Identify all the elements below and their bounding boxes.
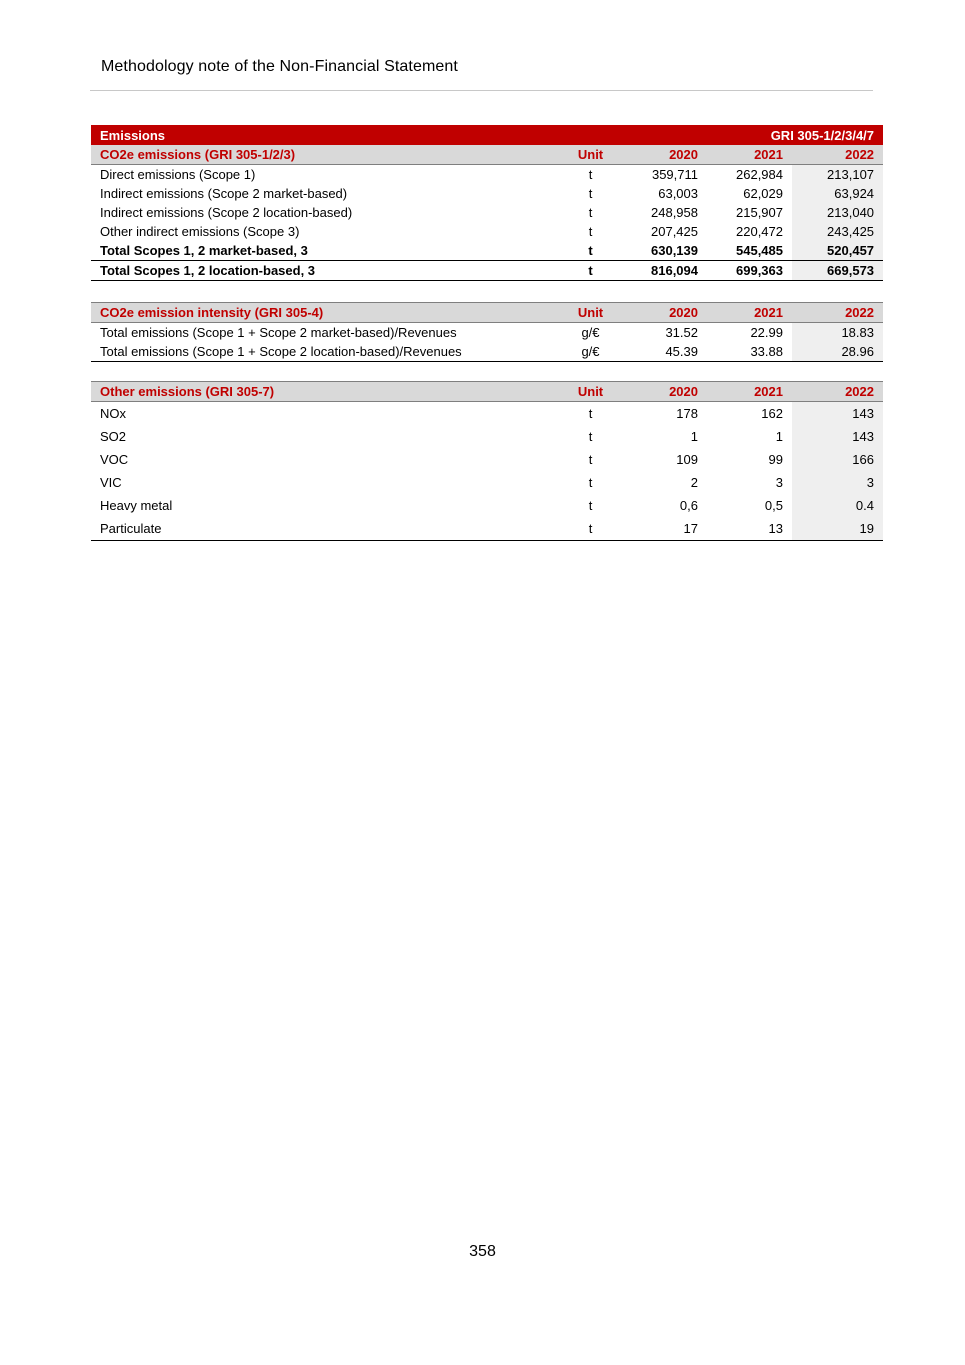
row-label: Indirect emissions (Scope 2 market-based) [100,186,348,201]
row-value: 22.99 [750,325,783,340]
co2-emissions-table [91,125,883,281]
row-value: 699,363 [707,261,792,281]
year-column-header: 2020 [622,145,707,165]
row-value: 109 [676,452,698,467]
row-value: 178 [676,406,698,421]
table-row [91,494,883,517]
page-header-title: Methodology note of the Non-Financial Statement [101,58,458,75]
row-label: SO2 [100,429,127,444]
unit-column-header: Unit [559,145,622,165]
section-header-row [91,303,883,323]
row-label: Total Scopes 1, 2 location-based, 3 [91,261,559,281]
row-value: 262,984 [736,167,783,182]
row-value: 3 [775,475,783,490]
row-unit: g/€ [559,342,622,362]
row-value: 669,573 [792,261,883,281]
row-value: 0,6 [679,498,698,513]
row-label: Total emissions (Scope 1 + Scope 2 location-based)/Revenues [91,342,559,362]
section-header-row [91,145,883,165]
table-row [91,203,883,222]
row-unit: t [588,498,593,513]
row-value: 143 [792,402,883,426]
section-heading: CO2e emission intensity (GRI 305-4) [91,303,559,323]
row-value: 45.39 [622,342,707,362]
row-value: 213,040 [792,203,883,222]
row-unit: g/€ [581,325,600,340]
row-value: 220,472 [736,224,783,239]
row-value: 143 [792,425,883,448]
year-column-header: 2022 [792,145,883,165]
table-title-label: Emissions [91,125,622,145]
row-value: 63,003 [658,186,698,201]
row-value: 0.4 [792,494,883,517]
total-row [91,241,883,261]
other-emissions-table [91,381,883,541]
row-unit: t [588,429,593,444]
row-label: Other indirect emissions (Scope 3) [100,224,300,239]
table-row [91,471,883,494]
row-unit: t [588,205,593,220]
table-row [91,517,883,541]
row-value: 18.83 [792,323,883,343]
row-label: VIC [100,475,122,490]
row-unit: t [588,243,593,258]
row-value: 19 [792,517,883,541]
row-value: 215,907 [736,205,783,220]
row-value: 630,139 [651,243,698,258]
row-value: 28.96 [792,342,883,362]
unit-column-header: Unit [559,382,622,402]
row-unit: t [588,167,593,182]
row-unit: t [588,224,593,239]
row-unit: t [588,186,593,201]
table-title-gri: GRI 305-1/2/3/4/7 [622,125,883,145]
row-label: Indirect emissions (Scope 2 location-based) [100,205,353,220]
row-value: 545,485 [736,243,783,258]
row-value: 520,457 [792,241,883,261]
table-row [91,402,883,426]
year-column-header: 2022 [792,303,883,323]
row-unit: t [588,406,593,421]
row-value: 99 [768,452,783,467]
row-value: 1 [775,429,783,444]
unit-column-header: Unit [559,303,622,323]
table-row [91,342,883,362]
row-label: Direct emissions (Scope 1) [100,167,256,182]
total-row [91,261,883,281]
row-value: 0,5 [764,498,783,513]
row-unit: t [588,452,593,467]
table-row [91,323,883,343]
table-row [91,165,883,185]
row-value: 1 [690,429,698,444]
table-title-row [91,125,883,145]
table-row [91,448,883,471]
section-heading: CO2e emissions (GRI 305-1/2/3) [91,145,559,165]
row-value: 207,425 [651,224,698,239]
row-value: 17 [622,517,707,541]
row-value: 248,958 [651,205,698,220]
row-value: 816,094 [622,261,707,281]
row-value: 166 [792,448,883,471]
row-label: VOC [100,452,129,467]
row-value: 3 [792,471,883,494]
table-row [91,222,883,241]
row-label: Total emissions (Scope 1 + Scope 2 market-based)/Revenues [100,325,457,340]
co2-intensity-table [91,302,883,362]
page-number: 358 [469,1243,496,1260]
row-unit: t [588,475,593,490]
table-row [91,184,883,203]
row-label: Heavy metal [100,498,173,513]
year-column-header: 2022 [792,382,883,402]
row-value: 213,107 [792,165,883,185]
row-value: 33.88 [707,342,792,362]
section-header-row [91,382,883,402]
year-column-header: 2020 [622,382,707,402]
year-column-header: 2020 [622,303,707,323]
year-column-header: 2021 [707,145,792,165]
year-column-header: 2021 [707,382,792,402]
row-value: 2 [690,475,698,490]
row-value: 31.52 [665,325,698,340]
row-value: 359,711 [651,167,698,182]
row-value: 13 [707,517,792,541]
header-divider [90,90,873,91]
row-value: 243,425 [792,222,883,241]
year-column-header: 2021 [707,303,792,323]
row-unit: t [559,517,622,541]
row-value: 62,029 [743,186,783,201]
row-value: 63,924 [792,184,883,203]
section-heading: Other emissions (GRI 305-7) [91,382,559,402]
row-unit: t [559,261,622,281]
row-label: Particulate [91,517,559,541]
row-label: NOx [100,406,126,421]
row-label: Total Scopes 1, 2 market-based, 3 [100,243,308,258]
row-value: 162 [761,406,783,421]
table-row [91,425,883,448]
